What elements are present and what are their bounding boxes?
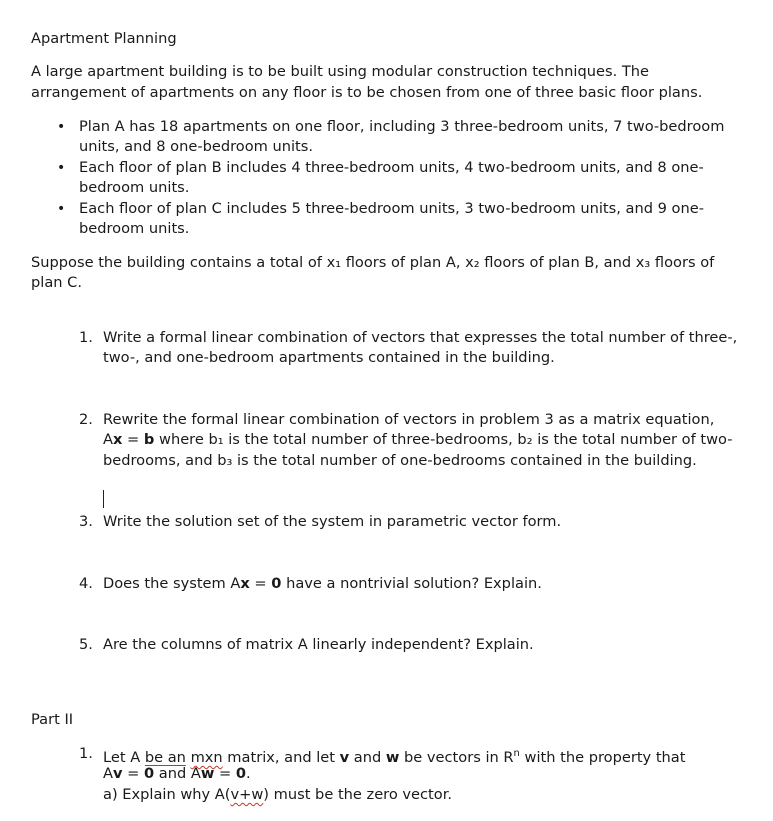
suppose-line-2: plan C.: [31, 274, 82, 291]
bullet-icon: •: [57, 119, 66, 135]
question-text: Write a formal linear combination of vectors that expresses the total number of three-,: [103, 329, 738, 346]
question-text: Write the solution set of the system in parametric vector form.: [103, 513, 562, 530]
question-number: 1.: [79, 329, 93, 346]
question-text: Does the system Ax = 0 have a nontrivial solution? Explain.: [103, 575, 542, 592]
question-text: bedrooms, and b₃ is the total number of one-bedrooms contained in the building.: [103, 452, 697, 469]
question-number: 3.: [79, 513, 93, 530]
list-item-line: bedroom units.: [79, 220, 190, 237]
question-text: two-, and one-bedroom apartments contained in the building.: [103, 349, 555, 366]
intro-line-2: arrangement of apartments on any floor is to be chosen from one of three basic floor plans.: [31, 84, 703, 101]
suppose-line-1: Suppose the building contains a total of x₁ floors of plan A, x₂ floors of plan B, and x₃ floors of: [31, 254, 715, 271]
bullet-icon: •: [57, 160, 66, 176]
page-title: Apartment Planning: [31, 30, 177, 47]
spelling-flag: mxn: [190, 748, 223, 766]
question-text: Av = 0 and Aw = 0.: [103, 765, 251, 782]
intro-line-1: A large apartment building is to be built using modular construction techniques. The: [31, 63, 650, 80]
question-text: Let A be an mxn matrix, and let v and w be vectors in $R^n$ with the property that: [103, 748, 686, 766]
question-text-equation: Ax = b where b₁ is the total number of three-bedrooms, b₂ is the total number of two-: [103, 431, 733, 448]
grammar-flag: be an: [144, 748, 186, 766]
list-item-line: Each floor of plan B includes 4 three-bedroom units, 4 two-bedroom units, and 8 one-: [79, 159, 704, 176]
text-cursor: [103, 490, 104, 508]
list-item-line: Plan A has 18 apartments on one floor, including 3 three-bedroom units, 7 two-bedroom: [79, 118, 725, 135]
bullet-icon: •: [57, 201, 66, 217]
list-item-line: units, and 8 one-bedroom units.: [79, 138, 314, 155]
question-text: Are the columns of matrix A linearly independent? Explain.: [103, 636, 534, 653]
question-number: 4.: [79, 575, 93, 592]
question-number: 1.: [79, 745, 93, 762]
part-2-heading: Part II: [31, 711, 74, 728]
list-item-line: bedroom units.: [79, 179, 190, 196]
question-number: 2.: [79, 411, 93, 428]
list-item-line: Each floor of plan C includes 5 three-bedroom units, 3 two-bedroom units, and 9 one-: [79, 200, 704, 217]
question-number: 5.: [79, 636, 93, 653]
spelling-flag: v+w: [230, 786, 264, 803]
question-text: Rewrite the formal linear combination of vectors in problem 3 as a matrix equation,: [103, 411, 715, 428]
question-text: a) Explain why A(v+w) must be the zero vector.: [103, 786, 453, 803]
